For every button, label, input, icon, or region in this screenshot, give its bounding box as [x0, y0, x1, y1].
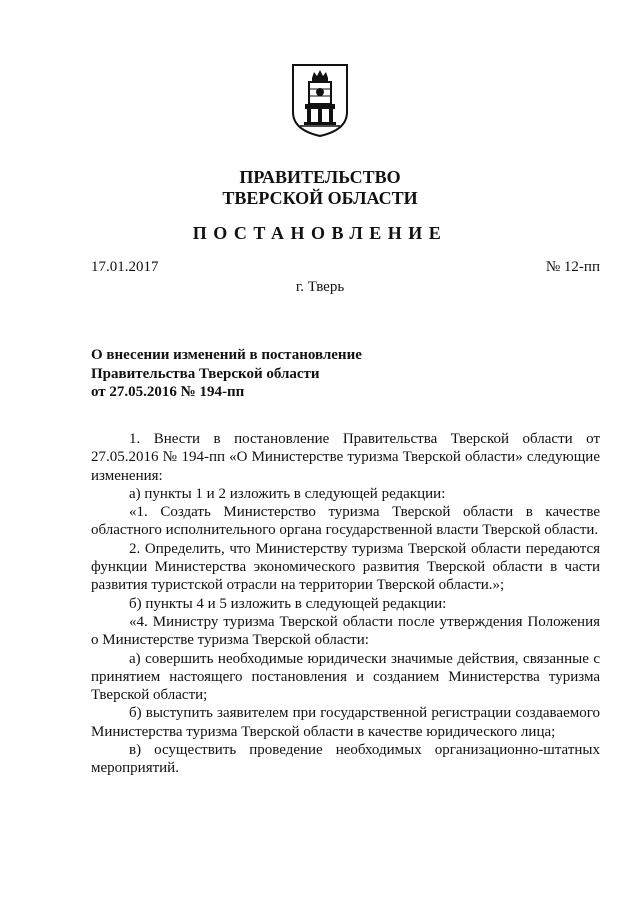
body-paragraph: 2. Определить, что Министерству туризма Тверской области передаются функции Министерства экономического развития Тверской области в части развития туристской отрасли на территории Тверской области.»;	[91, 540, 600, 594]
body-paragraph: б) пункты 4 и 5 изложить в следующей редакции:	[129, 595, 447, 612]
document-type: ПОСТАНОВЛЕНИЕ	[192, 223, 448, 243]
body-paragraph: «1. Создать Министерство туризма Тверской области в качестве областного исполнительного органа государственной власти Тверской области.	[91, 504, 600, 539]
government-name-line1: ПРАВИТЕЛЬСТВО	[239, 167, 401, 187]
document-number: № 12-пп	[545, 259, 600, 275]
body-paragraph: «4. Министру туризма Тверской области после утверждения Положения о Министерстве туризма Тверской области:	[91, 613, 600, 649]
subject-line: Правительства Тверской области	[91, 365, 320, 382]
document-subject	[91, 346, 411, 402]
body-paragraph: а) совершить необходимые юридически значимые действия, связанные с принятием настоящего постановления и созданием Министерства туризма Тверской области;	[91, 650, 600, 704]
subject-line: от 27.05.2016 № 194-пп	[91, 384, 245, 400]
document-date: 17.01.2017	[91, 259, 159, 275]
body-paragraph: а) пункты 1 и 2 изложить в следующей редакции:	[129, 485, 446, 502]
document-body	[91, 430, 600, 778]
tver-coat-of-arms-icon	[290, 62, 350, 138]
government-name-line2: ТВЕРСКОЙ ОБЛАСТИ	[222, 188, 418, 208]
body-paragraph: б) выступить заявителем при государственной регистрации создаваемого Министерства туризма Тверской области в качестве юридического лица;	[91, 705, 600, 740]
subject-line: О внесении изменений в постановление	[91, 347, 362, 363]
body-paragraph: в) осуществить проведение необходимых организационно-штатных мероприятий.	[91, 742, 600, 777]
body-paragraph: 1. Внести в постановление Правительства Тверской области от 27.05.2016 № 194-пп «О Министерстве туризма Тверской области» следующие изменения:	[91, 431, 600, 484]
document-city: г. Тверь	[295, 279, 345, 295]
